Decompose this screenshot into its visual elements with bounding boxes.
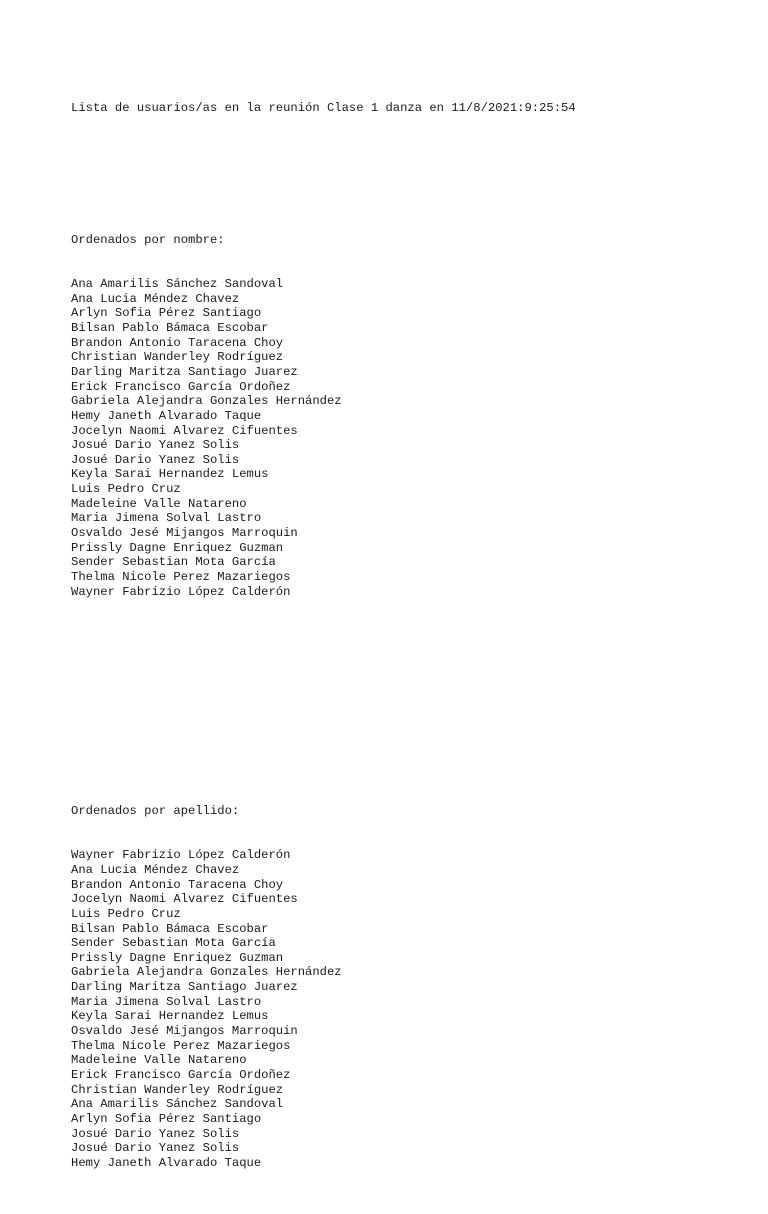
list-item: Jocelyn Naomi Alvarez Cifuentes [71, 423, 298, 438]
list-item: Josué Dario Yanez Solis [71, 438, 240, 453]
list-item: Sender Sebastian Mota García [71, 936, 276, 951]
list-item: Thelma Nicole Perez Mazariegos [71, 1038, 291, 1053]
list-item: Maria Jimena Solval Lastro [71, 994, 262, 1009]
list-item: Gabriela Alejandra Gonzales Hernández [71, 965, 342, 980]
list-item: Brandon Antonio Taracena Choy [71, 877, 284, 892]
list-item: Hemy Janeth Alvarado Taque [71, 408, 262, 423]
list-item: Brandon Antonio Taracena Choy [71, 335, 284, 350]
section-heading-by-surname: Ordenados por apellido: [71, 804, 240, 819]
list-item: Ana Amarilis Sánchez Sandoval [71, 277, 284, 292]
list-item: Darling Maritza Santiago Juarez [71, 980, 298, 995]
section-by-surname [71, 775, 751, 1200]
list-item: Wayner Fabrizio López Calderón [71, 584, 291, 599]
spacer [71, 145, 751, 160]
list-item: Ana Amarilis Sánchez Sandoval [71, 1097, 284, 1112]
list-item: Osvaldo Jesé Mijangos Marroquin [71, 526, 298, 541]
list-item: Ana Lucia Méndez Chavez [71, 291, 240, 306]
spacer [71, 716, 751, 731]
document-title: Lista de usuarios/as en la reunión Clase 1 danza en 11/8/2021:9:25:54 [71, 101, 576, 116]
spacer [71, 673, 751, 688]
document-page [71, 72, 751, 1214]
list-item: Erick Francisco García Ordoñez [71, 1067, 291, 1082]
list-item: Hemy Janeth Alvarado Taque [71, 1155, 262, 1170]
list-item: Keyla Sarai Hernandez Lemus [71, 467, 269, 482]
list-item: Josué Dario Yanez Solis [71, 452, 240, 467]
section-heading-by-name: Ordenados por nombre: [71, 233, 225, 248]
list-item: Sender Sebastian Mota García [71, 555, 276, 570]
list-item: Josué Dario Yanez Solis [71, 1141, 240, 1156]
list-item: Christian Wanderley Rodríguez [71, 1082, 284, 1097]
list-item: Arlyn Sofia Pérez Santiago [71, 1111, 262, 1126]
list-item: Erick Francisco García Ordoñez [71, 379, 291, 394]
name-list-by-name [71, 277, 751, 599]
list-item: Luis Pedro Cruz [71, 482, 181, 497]
list-item: Jocelyn Naomi Alvarez Cifuentes [71, 892, 298, 907]
list-item: Gabriela Alejandra Gonzales Hernández [71, 394, 342, 409]
list-item: Arlyn Sofia Pérez Santiago [71, 306, 262, 321]
section-by-name [71, 204, 751, 629]
list-item: Luis Pedro Cruz [71, 906, 181, 921]
list-item: Osvaldo Jesé Mijangos Marroquin [71, 1024, 298, 1039]
list-item: Keyla Sarai Hernandez Lemus [71, 1009, 269, 1024]
list-item: Bilsan Pablo Bámaca Escobar [71, 321, 269, 336]
list-item: Josué Dario Yanez Solis [71, 1126, 240, 1141]
name-list-by-surname [71, 848, 751, 1170]
list-item: Maria Jimena Solval Lastro [71, 511, 262, 526]
list-item: Thelma Nicole Perez Mazariegos [71, 569, 291, 584]
list-item: Ana Lucia Méndez Chavez [71, 862, 240, 877]
list-item: Bilsan Pablo Bámaca Escobar [71, 921, 269, 936]
list-item: Wayner Fabrizio López Calderón [71, 848, 291, 863]
list-item: Christian Wanderley Rodríguez [71, 350, 284, 365]
list-item: Madeleine Valle Natareno [71, 496, 247, 511]
list-item: Madeleine Valle Natareno [71, 1053, 247, 1068]
list-item: Prissly Dagne Enriquez Guzman [71, 950, 284, 965]
list-item: Darling Maritza Santiago Juarez [71, 364, 298, 379]
list-item: Prissly Dagne Enriquez Guzman [71, 540, 284, 555]
